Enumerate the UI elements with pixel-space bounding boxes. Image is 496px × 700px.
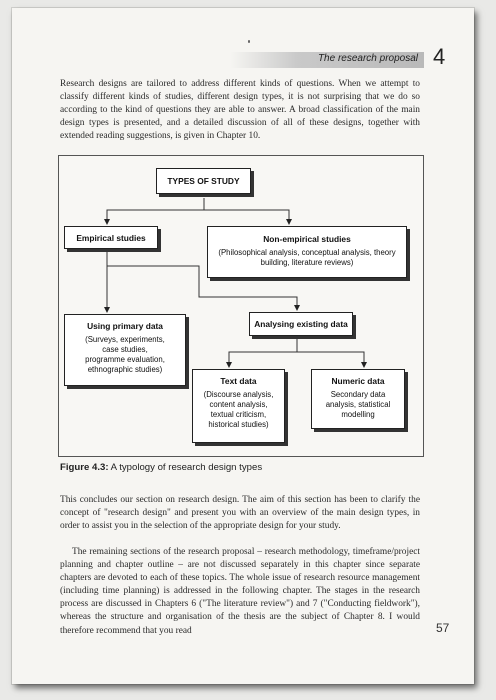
node-types-of-study: [156, 168, 251, 194]
node-non-empirical-desc: (Philosophical analysis, conceptual analysis, theory building, literature reviews): [218, 248, 396, 267]
figure-diagram: [58, 155, 424, 457]
node-text-data: [192, 369, 285, 443]
node-non-empirical-title: Non-empirical studies: [263, 234, 351, 244]
figure-caption: [60, 462, 262, 473]
node-numeric-data: [311, 369, 405, 429]
node-numeric-title: Numeric data: [331, 376, 385, 386]
figure-caption-text: A typology of research design types: [110, 462, 263, 473]
node-types-of-study-title: TYPES OF STUDY: [167, 176, 240, 186]
body-paragraph-conclusion: This concludes our section on research design. The aim of this section has been to clarify the concept of "research design" and present you with an overview of the main design types, in order to assist you in the selection of the appropriate design for your study.: [60, 495, 420, 532]
node-existing-title: Analysing existing data: [254, 319, 348, 329]
running-title: The research proposal: [317, 53, 418, 64]
body-paragraph-remaining-sections: The remaining sections of the research proposal – research methodology, timeframe/project planning and chapter outline – are not discussed separately in this chapter since separate chapters are devoted to each of these topics. The whole issue of research resource management (including time planning) is addressed in the following chapter. The stages in the research process are discussed in Chapters 6 ("The literature review") and 7 ("Conducting fieldwork"), whereas the structure and organisation of the thesis are the subject of Chapter 8. I would therefore recommend that you read: [60, 547, 420, 636]
node-using-primary-data: [64, 314, 186, 386]
node-analysing-existing-data: [249, 312, 353, 336]
node-primary-title: Using primary data: [87, 321, 163, 331]
chapter-number: 4: [433, 44, 446, 69]
page-number: 57: [436, 621, 450, 635]
node-text-desc: (Discourse analysis, content analysis, textual criticism, historical studies): [203, 390, 274, 429]
intro-paragraph: Research designs are tailored to address different kinds of questions. When we attempt to classify different kinds of studies, different design types, it is not surprising that we do so according to the kind of questions they are able to answer. A broad classification of the main design types is presented, and a detailed discussion of all of these designs, together with extended reading suggestions, is given in Chapter 10.: [60, 79, 420, 142]
node-numeric-desc: Secondary data analysis, statistical modelling: [325, 390, 391, 419]
node-primary-desc: (Surveys, experiments, case studies, programme evaluation, ethnographic studies): [85, 335, 165, 374]
node-empirical-title: Empirical studies: [76, 233, 146, 243]
node-non-empirical-studies: [207, 226, 407, 278]
node-text-title: Text data: [220, 376, 257, 386]
node-empirical-studies: [64, 226, 158, 249]
figure-caption-label: Figure 4.3:: [60, 462, 109, 473]
paper-speck: [248, 40, 250, 43]
